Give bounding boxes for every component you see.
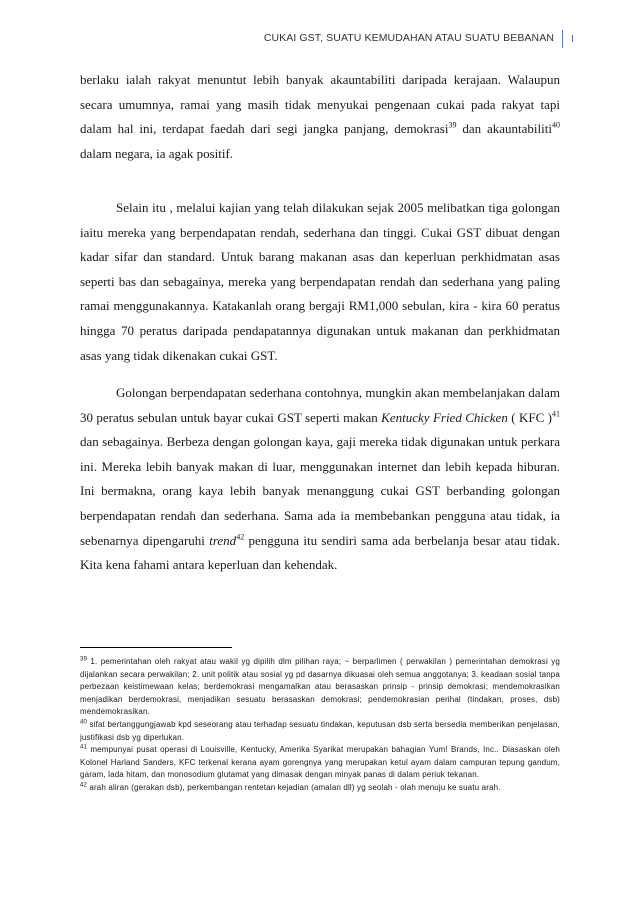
footnote-number: 41 (80, 744, 87, 751)
paragraph-2 (80, 196, 560, 368)
footnote-text: arah aliran (gerakan dsb), perkembangan rentetan kejadian (amalan dll) yg seolah - olah menuju ke suatu arah. (86, 782, 501, 792)
footnote-ref-41[interactable]: 41 (552, 409, 560, 419)
footnote-number: 40 (80, 719, 87, 726)
paragraph-3-start: Golongan berpendapatan sederhana contohnya, mungkin akan membelanjakan dalam 30 peratus sebulan untuk bayar cukai GST seperti makan (80, 385, 561, 425)
footnote-40 (80, 719, 560, 744)
paragraph-1-text: berlaku ialah rakyat menuntut lebih banyak akauntabiliti daripada kerajaan. Walaupun secara umumnya, ramai yang masih tidak menyukai pengenaan cukai pada rakyat tapi dalam hal ini, terdapat faedah dari segi jangka panjang, demokrasi (80, 72, 560, 137)
footnote-text: 1. pemerintahan oleh rakyat atau wakil yg dipilih dlm pilihan raya; ~ berparlimen ( perwakilan ) pemerintahan demokrasi yg dijalankan secara perwakilan; 2. unit politik atau sosial yg pd dasarnya dikuasai oleh semua anggotanya; 3. keadaan sosial tanpa perbezaan keistimewaan kelas; berdemokrasi mengamalkan atau berasaskan prinsip - prinsip demokrasi; mendemokrasikan menjadikan berdemokrasi, menjadikan sesuatu berasaskan demokrasi; pendemokrasian perihal (tindakan, proses, dsb) mendemokrasikan. (80, 657, 560, 717)
footnote-42 (80, 782, 560, 795)
footnote-number: 42 (80, 782, 87, 789)
paragraph-3-end: pengguna itu sendiri sama ada berbelanja besar atau tidak. Kita kena fahami antara keperluan dan kehendak. (80, 532, 560, 573)
paragraph-1-end: dalam negara, ia agak positif. (80, 145, 234, 161)
footnote-text: sifat bertanggungjawab kpd seseorang atau terhadap sesuatu tindakan, keputusan dsb serta bersedia memberikan penjelasan, justifikasi dsb yg diperlukan. (80, 719, 560, 742)
paragraph-2-text: Selain itu , melalui kajian yang telah dilakukan sejak 2005 melibatkan tiga golongan iaitu mereka yang berpendapatan rendah, sederhana dan tinggi. Cukai GST dibuat dengan kadar sifar dan standard. Untuk barang makanan asas dan keperluan perkhidmatan asas seperti bas dan sebagainya, mereka yang berpendapatan rendah dan sederhana yang paling ramai menggunakannya. Katakanlah orang bergaji RM1,000 sebulan, kira - kira 60 peratus hingga 70 peratus daripada pendapatannya digunakan untuk makanan dan perkhidmatan asas yang tidak dikenakan cukai GST. (80, 200, 560, 363)
term-trend: trend (209, 532, 237, 548)
running-header (0, 30, 638, 50)
footnote-ref-40[interactable]: 40 (552, 120, 560, 130)
footnotes (80, 656, 560, 795)
paragraph-1-mid: dan akauntabiliti (456, 121, 552, 137)
footnote-ref-39[interactable]: 39 (448, 120, 457, 130)
footnote-41 (80, 744, 560, 782)
footnote-text: mempunyai pusat operasi di Louisville, Kentucky, Amerika Syarikat merupakan bahagian Yum! Brands, Inc.. Diasaskan oleh Kolonel Harland Sanders, KFC terkenal kerana ayam gorengnya yang merupakan ketul ayam dalam campuran tepung gandum, garam, lada hitam, dan monosodium glutamat yang dimasak dengan minyak panas di dalam periuk tekanan. (80, 745, 560, 780)
paragraph-3-abbrev: ( KFC ) (507, 409, 552, 425)
footnote-39 (80, 656, 560, 719)
paragraph-3-middle: dan sebagainya. Berbeza dengan golongan kaya, gaji mereka tidak digunakan untuk perkara ini. Mereka lebih banyak makan di luar, menggunakan internet dan lebih kepada hiburan. Ini bermakna, orang kaya lebih banyak menanggung cukai GST berbanding golongan berpendapatan rendah dan sederhana. Sama ada ia membebankan pengguna atau tidak, ia sebenarnya dipengaruhi (80, 434, 560, 548)
footnote-separator (80, 647, 232, 648)
footnote-ref-42[interactable]: 42 (236, 532, 245, 542)
paragraph-1 (80, 68, 560, 166)
page-number: I (562, 30, 592, 48)
header-title: CUKAI GST, SUATU KEMUDAHAN ATAU SUATU BEBANAN (263, 32, 554, 44)
footnote-number: 39 (80, 656, 87, 663)
brand-name: Kentucky Fried Chicken (381, 409, 508, 425)
paragraph-3 (80, 381, 560, 578)
